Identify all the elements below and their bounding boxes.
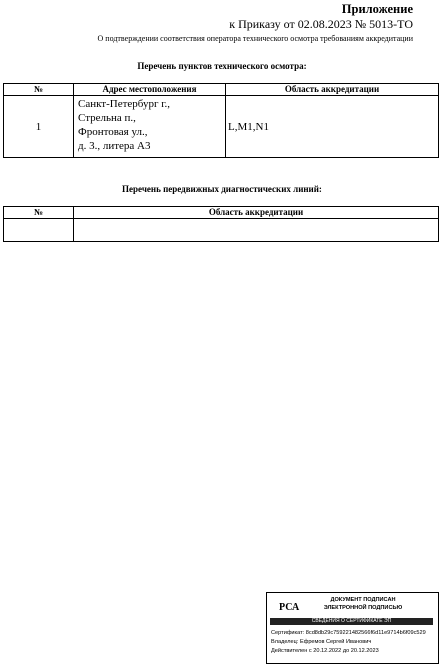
empty-cell [4, 219, 74, 242]
inspection-points-table [3, 83, 439, 158]
address-line: Санкт-Петербург г., [78, 98, 171, 110]
empty-cell [74, 219, 439, 242]
row-address [74, 96, 226, 158]
mobile-lines-table [3, 206, 439, 242]
stamp-heading [315, 596, 411, 612]
section2-title: Перечень передвижных диагностических линий: [122, 184, 322, 194]
electronic-signature-stamp [266, 592, 439, 664]
stamp-heading-line: ЭЛЕКТРОННОЙ ПОДПИСЬЮ [323, 605, 403, 611]
address-line: д. 3., литера А3 [78, 140, 151, 152]
order-subject: О подтверждении соответствия оператора технического осмотра требованиям аккредитации [97, 34, 413, 43]
row-number: 1 [4, 96, 74, 158]
column-header-number: № [4, 84, 74, 96]
rsa-logo: РСА [279, 602, 300, 613]
appendix-title: Приложение [341, 2, 413, 16]
column-header-area: Область аккредитации [226, 84, 439, 96]
stamp-heading-line: ДОКУМЕНТ ПОДПИСАН [330, 597, 396, 603]
address-line: Фронтовая ул., [78, 126, 148, 138]
column-header-address: Адрес местоположения [74, 84, 226, 96]
address-line: Стрельна п., [78, 112, 136, 124]
table-header-row [4, 84, 439, 96]
column-header-number: № [4, 207, 74, 219]
column-header-area: Область аккредитации [74, 207, 439, 219]
certificate-info-bar: СВЕДЕНИЯ О СЕРТИФИКАТЕ ЭП [270, 618, 433, 625]
section1-title: Перечень пунктов технического осмотра: [137, 61, 307, 71]
table-row [4, 219, 439, 242]
certificate-validity: Действителен с 20.12.2022 до 20.12.2023 [271, 648, 379, 654]
table-row [4, 96, 439, 158]
row-accreditation-area: L,M1,N1 [226, 96, 439, 158]
certificate-owner: Владелец: Ефремов Сергей Иванович [271, 639, 372, 645]
order-reference: к Приказу от 02.08.2023 № 5013-ТО [229, 17, 413, 31]
certificate-number: Сертификат: 8cd8db29c759221482566f6d11e9714b6f09c529 [271, 630, 426, 636]
table-header-row [4, 207, 439, 219]
